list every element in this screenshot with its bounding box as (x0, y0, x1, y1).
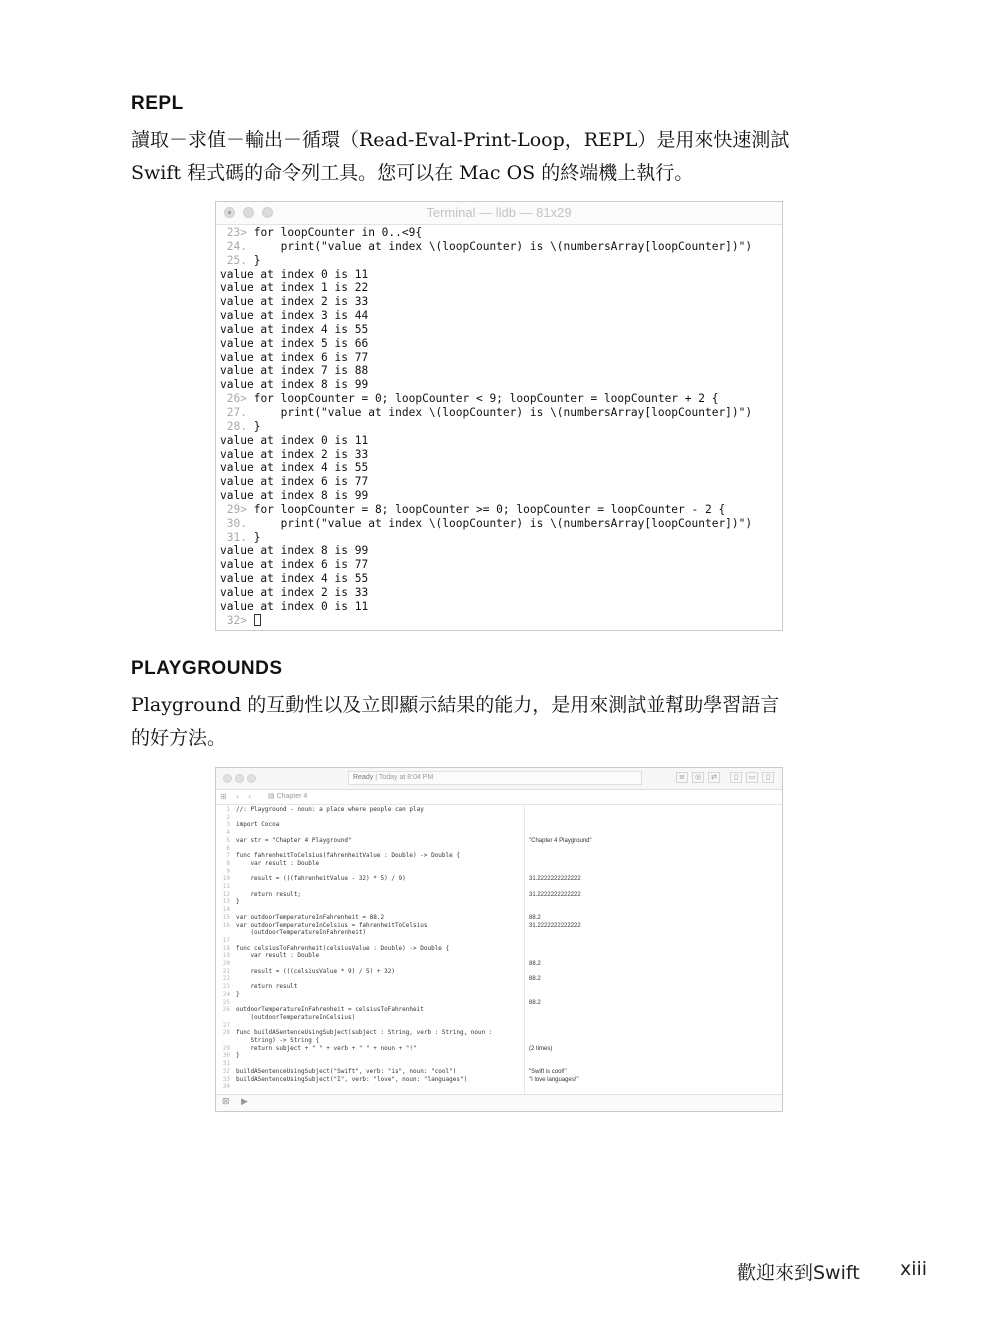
line-text: } (246, 419, 261, 433)
section-heading-repl: REPL (131, 93, 184, 114)
line-prompt: 29> (226, 502, 247, 516)
terminal-line (220, 309, 778, 323)
line-prompt: 26> (226, 392, 247, 406)
code-text: buildASentenceUsingSubject("I", verb: "love", noun: "languages") (236, 1075, 468, 1083)
results-sidebar (524, 805, 782, 1095)
code-text: return result; (236, 890, 302, 898)
terminal-line (220, 392, 778, 406)
terminal-line (220, 295, 778, 309)
terminal-line (220, 544, 778, 558)
line-number: 11 (222, 883, 230, 890)
terminal-line (220, 503, 778, 517)
code-text: func celsiusToFahrenheit(celsiusValue : Double) -> Double { (236, 944, 450, 952)
line-number: 22 (222, 975, 230, 983)
line-number: 25 (222, 998, 230, 1006)
page-number: xiii (900, 1258, 928, 1280)
running-footer-title: 歡迎來到Swift (737, 1262, 860, 1284)
playground-window (215, 767, 783, 1112)
code-text: (outdoorTemperatureInCelsius) (236, 1013, 356, 1021)
line-number: 13 (222, 898, 230, 906)
line-number: 19 (222, 952, 230, 960)
line-number: 30 (222, 1052, 230, 1060)
code-line (216, 929, 366, 937)
minimize-window-icon[interactable] (235, 774, 244, 783)
paragraph-line: Playground 的互動性以及立即顯示結果的能力，是用來測試並幫助學習語言 (131, 694, 780, 716)
line-number: 23 (222, 983, 230, 991)
terminal-line (220, 337, 778, 351)
terminal-line (220, 281, 778, 295)
code-text: func buildASentenceUsingSubject(subject : String, verb : String, noun : (236, 1029, 493, 1037)
terminal-line (220, 323, 778, 337)
result-value[interactable]: 31.2222222222222 (529, 876, 581, 883)
terminal-line (220, 434, 778, 448)
status-time: Today at 8:04 PM (378, 774, 434, 781)
terminal-line (220, 461, 778, 475)
result-value[interactable]: 88.2 (529, 914, 541, 921)
line-prompt: 25. (226, 253, 247, 267)
terminal-line (220, 240, 778, 254)
line-prompt: 24. (226, 239, 247, 253)
line-text: value at index 0 is 11 (220, 267, 369, 281)
line-text: value at index 0 is 11 (220, 599, 369, 613)
code-line (216, 1076, 467, 1084)
result-value[interactable]: (2 times) (529, 1045, 553, 1052)
line-number: 33 (222, 1075, 230, 1083)
line-number: 6 (226, 844, 230, 852)
code-text: import Cocoa (236, 821, 280, 829)
terminal-line (220, 614, 778, 628)
line-text: value at index 4 is 55 (220, 461, 369, 475)
terminal-window (215, 201, 783, 631)
line-number: 9 (226, 867, 230, 875)
terminal-line (220, 558, 778, 572)
forward-arrow-icon[interactable]: › (248, 792, 252, 801)
version-editor-icon[interactable]: ⇄ (708, 772, 720, 783)
line-text: value at index 6 is 77 (220, 558, 369, 572)
standard-editor-icon[interactable]: ≡ (676, 772, 688, 783)
code-text: String) -> String { (236, 1037, 320, 1044)
run-icon[interactable]: ▶ (241, 1097, 248, 1107)
paragraph-line: 的好方法。 (131, 727, 227, 749)
terminal-line (220, 517, 778, 531)
line-number: 32 (222, 1067, 230, 1075)
line-number: 7 (226, 852, 230, 860)
line-number: 17 (222, 936, 230, 944)
line-text: value at index 8 is 99 (220, 489, 369, 503)
line-number: 3 (226, 821, 230, 829)
code-text: buildASentenceUsingSubject("Swift", verb: "is", noun: "cool") (236, 1067, 457, 1075)
terminal-line (220, 475, 778, 489)
line-prompt: 28. (226, 419, 247, 433)
line-number: 31 (222, 1060, 230, 1068)
line-number: 16 (222, 921, 230, 929)
toolbar-buttons (676, 772, 774, 783)
close-window-icon[interactable] (223, 774, 232, 783)
line-number: 2 (226, 813, 230, 821)
line-number: 1 (226, 806, 230, 813)
text-cursor (254, 614, 261, 626)
line-text: for loopCounter = 0; loopCounter < 9; loopCounter = loopCounter + 2 { (246, 392, 719, 406)
breadcrumb-label: Chapter 4 (276, 793, 308, 800)
line-number: 21 (222, 967, 230, 975)
status-state: Ready (353, 774, 374, 781)
result-value[interactable]: 88.2 (529, 976, 541, 983)
section-heading-playgrounds: PLAYGROUNDS (131, 658, 283, 679)
code-line (216, 837, 352, 845)
line-text: value at index 4 is 55 (220, 322, 369, 336)
terminal-line (220, 254, 778, 268)
terminal-line (220, 448, 778, 462)
terminal-line (220, 364, 778, 378)
result-value[interactable]: 88.2 (529, 961, 541, 967)
related-items-icon[interactable]: ⊞ (220, 792, 227, 801)
line-number: 27 (222, 1021, 230, 1029)
terminal-line (220, 572, 778, 586)
code-text: } (236, 898, 240, 906)
code-text: var result : Double (236, 859, 320, 867)
code-line (216, 1014, 355, 1022)
line-number: 28 (222, 1029, 230, 1037)
assistant-editor-icon[interactable]: ◎ (692, 772, 704, 783)
result-value[interactable]: "Chapter 4 Playground" (529, 837, 592, 844)
debug-area-toggle-icon[interactable]: ▭ (746, 772, 758, 783)
code-line (216, 875, 406, 883)
line-number: 29 (222, 1044, 230, 1052)
paragraph-line: 讀取－求值－輸出－循環（Read-Eval-Print-Loop，REPL）是用來快速測試 (131, 129, 790, 151)
code-text: var result : Double (236, 952, 320, 960)
line-number: 5 (226, 836, 230, 844)
line-text: value at index 1 is 22 (220, 281, 369, 295)
result-value[interactable]: "Swift is cool!" (529, 1068, 567, 1075)
result-value[interactable]: 31.2222222222222 (529, 891, 581, 898)
terminal-line (220, 268, 778, 282)
debug-bar (216, 1094, 782, 1111)
terminal-line (220, 600, 778, 614)
line-number: 4 (226, 829, 230, 837)
line-text: for loopCounter = 8; loopCounter >= 0; loopCounter = loopCounter - 2 { (246, 502, 726, 516)
code-text: return result (236, 983, 298, 991)
terminal-line (220, 586, 778, 600)
line-text: } (246, 530, 261, 544)
terminal-line (220, 420, 778, 434)
terminal-titlebar (216, 202, 782, 225)
line-number: 20 (222, 960, 230, 967)
code-text: (outdoorTemperatureInFahrenheit) (236, 929, 367, 937)
code-line (216, 1083, 236, 1091)
line-text: value at index 8 is 99 (220, 378, 369, 392)
terminal-line (220, 378, 778, 392)
terminal-line (220, 489, 778, 503)
code-line (216, 1045, 417, 1053)
line-text: value at index 4 is 55 (220, 572, 369, 586)
line-text: value at index 6 is 77 (220, 350, 369, 364)
code-text: var str = "Chapter 4 Playground" (236, 836, 352, 844)
playground-titlebar (216, 768, 782, 790)
back-arrow-icon[interactable]: ‹ (236, 792, 240, 801)
line-text: print("value at index \(loopCounter) is \(numbersArray[loopCounter])") (246, 239, 753, 253)
terminal-title: Terminal — lldb — 81x29 (426, 205, 572, 220)
code-text: func fahrenheitToCelsius(fahrenheitValue : Double) -> Double { (236, 852, 460, 860)
line-text: } (246, 253, 261, 267)
activity-status (348, 771, 642, 785)
line-number: 8 (226, 859, 230, 867)
code-text: outdoorTemperatureInFahrenheit = celsiusToFahrenheit (236, 1006, 424, 1014)
line-text: value at index 8 is 99 (220, 544, 369, 558)
line-text: value at index 2 is 33 (220, 447, 369, 461)
code-text: result = (((fahrenheitValue - 32) * 5) / 9) (236, 875, 406, 883)
zoom-window-icon[interactable] (247, 774, 256, 783)
code-text: } (236, 990, 240, 998)
code-text: //: Playground - noun: a place where people can play (236, 806, 424, 813)
utilities-toggle-icon[interactable]: ▯ (762, 772, 774, 783)
line-number: 18 (222, 944, 230, 952)
line-number: 12 (222, 890, 230, 898)
line-prompt: 31. (226, 530, 247, 544)
line-prompt: 27. (226, 405, 247, 419)
line-prompt: 23> (226, 226, 247, 239)
code-text: return subject + " " + verb + " " + noun + "!" (236, 1044, 417, 1052)
line-text: value at index 6 is 77 (220, 475, 369, 489)
terminal-line (220, 351, 778, 365)
breadcrumb[interactable] (268, 792, 307, 802)
line-prompt: 30. (226, 516, 247, 530)
code-text: result = (((celsiusValue * 9) / 5) + 32) (236, 967, 395, 975)
repl-paragraph (131, 124, 871, 190)
paragraph-line: Swift 程式碼的命令列工具。您可以在 Mac OS 的終端機上執行。 (131, 162, 694, 184)
navigator-toggle-icon[interactable]: ▯ (730, 772, 742, 783)
playgrounds-paragraph (131, 689, 871, 755)
line-text: value at index 7 is 88 (220, 364, 369, 378)
line-text: value at index 0 is 11 (220, 433, 369, 447)
hide-debug-area-icon[interactable]: ⊠ (222, 1097, 230, 1107)
terminal-line (220, 406, 778, 420)
line-number: 26 (222, 1006, 230, 1014)
code-editor[interactable] (216, 805, 524, 1095)
terminal-output[interactable] (220, 226, 778, 627)
line-number: 14 (222, 906, 230, 914)
code-text: var outdoorTemperatureInFahrenheit = 88.2 (236, 913, 385, 921)
line-text: value at index 3 is 44 (220, 309, 369, 323)
terminal-line (220, 531, 778, 545)
code-text: } (236, 1052, 240, 1060)
code-line (216, 806, 424, 814)
result-value[interactable]: 88.2 (529, 999, 541, 1006)
line-text: print("value at index \(loopCounter) is \(numbersArray[loopCounter])") (246, 516, 753, 530)
line-number: 10 (222, 875, 230, 883)
line-text: print("value at index \(loopCounter) is \(numbersArray[loopCounter])") (246, 405, 753, 419)
line-number: 24 (222, 990, 230, 998)
status-separator: | (375, 774, 379, 781)
result-value[interactable]: "I love languages!" (529, 1076, 579, 1083)
line-text: value at index 5 is 66 (220, 336, 369, 350)
line-number: 15 (222, 913, 230, 921)
line-prompt: 32> (226, 613, 247, 627)
jump-bar (216, 790, 782, 805)
code-line (216, 968, 395, 976)
line-number: 34 (222, 1083, 230, 1091)
line-text (247, 614, 254, 627)
result-value[interactable]: 31.2222222222222 (529, 922, 581, 929)
playground-file-icon: ▤ (268, 793, 277, 800)
line-text: for loopCounter in 0..<9{ (246, 226, 423, 239)
line-text: value at index 2 is 33 (220, 585, 369, 599)
line-text: value at index 2 is 33 (220, 295, 369, 309)
code-text: var outdoorTemperatureInCelsius = fahrenheitToCelsius (236, 921, 428, 929)
terminal-line (220, 226, 778, 240)
